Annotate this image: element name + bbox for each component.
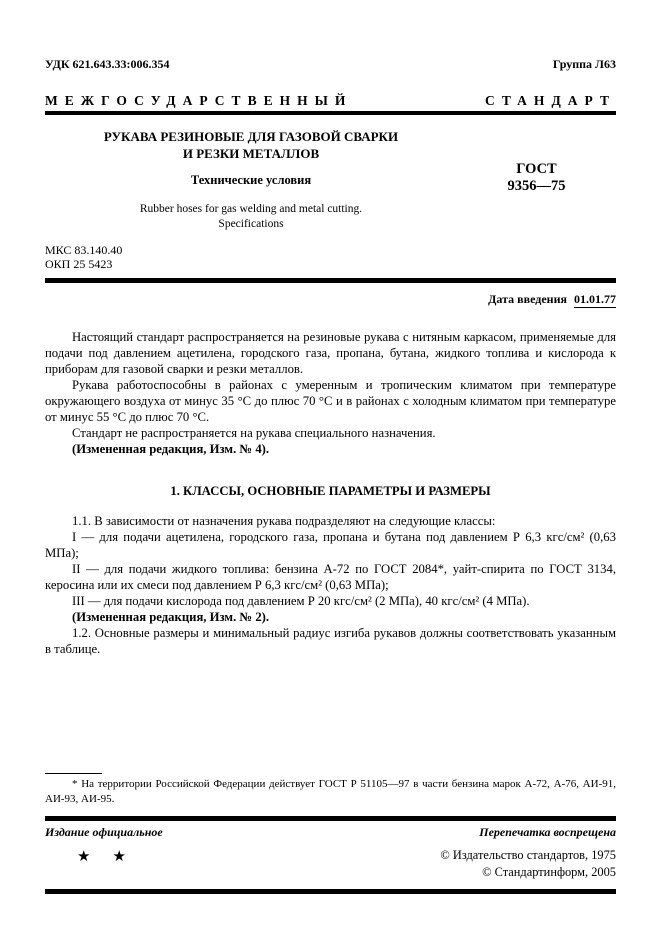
- footer-lower-row: [45, 847, 616, 880]
- banner-word-interstate: МЕЖГОСУДАРСТВЕННЫЙ: [45, 93, 353, 108]
- udk-number: УДК 621.643.33:006.354: [45, 57, 170, 71]
- scope-paragraph-2: Рукава работоспособны в районах с умеренным и тропическим климатом при температуре окружающего воздуха от минус 35 °С до плюс 70 °С и в районах с холодным климатом при температуре от минус 55 °С до плюс 70 °С.: [45, 378, 616, 424]
- introduction-date-row: [45, 292, 616, 307]
- document-title-english: [45, 202, 457, 232]
- standard-designation-gost: ГОСТ: [516, 161, 557, 177]
- banner-word-standard: СТАНДАРТ: [485, 93, 616, 108]
- horizontal-rule-codes: [45, 278, 616, 283]
- document-body: [45, 329, 616, 657]
- document-title-english-line-1: Rubber hoses for gas welding and metal cutting.: [139, 203, 363, 215]
- mks-code: МКС 83.140.40: [45, 243, 123, 257]
- scope-paragraph-3: Стандарт не распространяется на рукава специального назначения.: [72, 426, 436, 440]
- class-item-1: I — для подачи ацетилена, городского газа, пропана и бутана под давлением Р 6,3 кгс/см² (0,63 МПа);: [45, 530, 616, 560]
- introduction-date-value: 01.01.77: [574, 292, 616, 306]
- okp-code: ОКП 25 5423: [45, 256, 113, 271]
- standard-designation-number: 9356—75: [507, 178, 566, 194]
- star-icon: ★: [112, 849, 126, 865]
- footer-row: [45, 825, 616, 840]
- class-item-2: II — для подачи жидкого топлива: бензина А-72 по ГОСТ 2084*, уайт-спирита по ГОСТ 3134, керосина или их смеси под давлением Р 6,3 кгс/см² (0,63 МПа);: [45, 562, 616, 592]
- footnote-separator-rule: [45, 773, 102, 774]
- group-code: Группа Л63: [552, 57, 616, 71]
- footnote-block: [45, 773, 616, 807]
- clause-1-2: 1.2. Основные размеры и минимальный радиус изгиба рукавов должны соответствовать указанным в таблице.: [45, 626, 616, 656]
- document-subtitle: Технические условия: [190, 173, 312, 187]
- class-item-3: III — для подачи кислорода под давлением Р 20 кгс/см² (2 МПа), 40 кгс/см² (4 МПа).: [72, 594, 530, 608]
- footnote-text: * На территории Российской Федерации действует ГОСТ Р 51105—97 в части бензина марок А-72, А-76, АИ-91, АИ-93, АИ-95.: [45, 778, 616, 805]
- scope-paragraph-1: Настоящий стандарт распространяется на резиновые рукава с нитяным каркасом, применяемые для подачи под давлением ацетилена, городского газа, пропана, бутана, жидкого топлива и кислорода к приборам для газовой сварки и резки металлов.: [45, 330, 616, 376]
- title-block: [45, 115, 616, 232]
- horizontal-rule-footer: [45, 816, 616, 821]
- horizontal-rule-page-bottom: [45, 889, 616, 894]
- title-column: [45, 115, 457, 232]
- document-title: [45, 128, 457, 162]
- document-title-english-line-2: Specifications: [218, 218, 284, 230]
- classification-row: [45, 57, 616, 72]
- document-title-line-1: РУКАВА РЕЗИНОВЫЕ ДЛЯ ГАЗОВОЙ СВАРКИ: [103, 129, 399, 144]
- codes-block: [45, 244, 616, 271]
- copyright-block: [440, 847, 616, 880]
- official-edition-label: Издание официальное: [45, 825, 163, 839]
- standard-designation: [457, 115, 616, 232]
- standard-type-banner: [45, 93, 616, 109]
- introduction-date-label: Дата введения: [488, 292, 567, 306]
- reprint-forbidden-label: Перепечатка воспрещена: [479, 825, 616, 839]
- edition-stars: [77, 847, 126, 880]
- amendment-note-2: (Измененная редакция, Изм. № 2).: [72, 610, 270, 624]
- section-1-heading: 1. КЛАССЫ, ОСНОВНЫЕ ПАРАМЕТРЫ И РАЗМЕРЫ: [170, 484, 491, 498]
- copyright-line-1: © Издательство стандартов, 1975: [440, 848, 616, 862]
- clause-1-1: 1.1. В зависимости от назначения рукава подразделяют на следующие классы:: [72, 514, 496, 528]
- document-title-line-2: И РЕЗКИ МЕТАЛЛОВ: [182, 146, 320, 161]
- copyright-line-2: © Стандартинформ, 2005: [482, 864, 616, 879]
- star-icon: ★: [77, 849, 91, 865]
- amendment-note-1: (Измененная редакция, Изм. № 4).: [72, 442, 270, 456]
